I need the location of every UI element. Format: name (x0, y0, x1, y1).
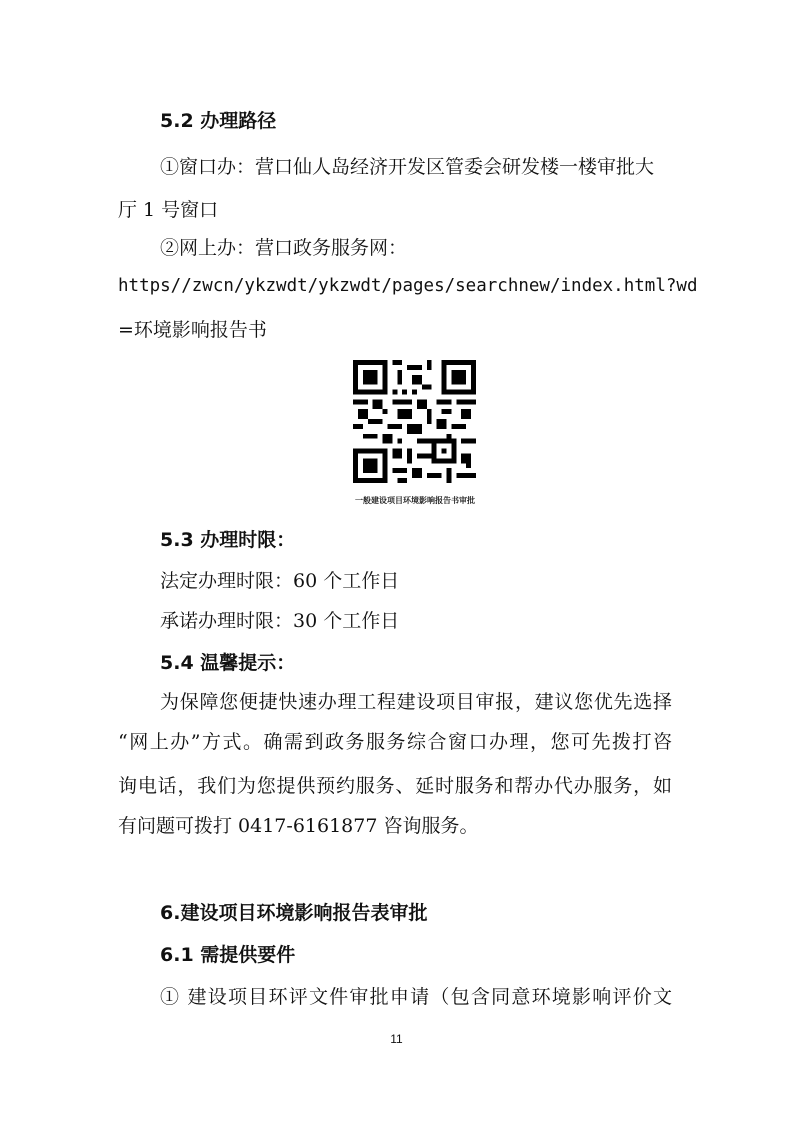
window-address-line2: 厅 1 号窗口 (118, 199, 219, 221)
qr-caption: 一般建设项目环境影响报告书审批 (355, 496, 475, 505)
section-6-1-heading: 6.1 需提供要件 (160, 944, 296, 966)
legal-time-limit: 法定办理时限：60 个工作日 (160, 570, 400, 592)
page-number: 11 (390, 1032, 403, 1046)
section-5-4-heading: 5.4 温馨提示： (160, 652, 296, 674)
promise-time-limit: 承诺办理时限：30 个工作日 (160, 610, 400, 632)
window-address-line1: ①窗口办：营口仙人岛经济开发区管委会研发楼一楼审批大 (160, 156, 655, 178)
url-line2: =环境影响报告书 (118, 319, 267, 341)
requirement-item-1: ① 建设项目环评文件审批申请（包含同意环境影响评价文 (160, 986, 672, 1008)
tip-line4: 有问题可拨打 0417-6161877 咨询服务。 (118, 815, 479, 837)
tip-line1: 为保障您便捷快速办理工程建设项目审报，建议您优先选择 (160, 691, 672, 713)
section-5-2-heading: 5.2 办理路径 (160, 110, 277, 132)
online-service-line: ②网上办：营口政务服务网： (160, 237, 408, 259)
section-6-heading: 6.建设项目环境影响报告表审批 (160, 902, 428, 924)
tip-line2: “网上办”方式。确需到政务服务综合窗口办理，您可先拨打咨 (118, 731, 672, 753)
url-line1[interactable]: https//zwcn/ykzwdt/ykzwdt/pages/searchnew/index.html?wd (118, 276, 698, 296)
qr-code[interactable] (353, 360, 476, 483)
tip-line3: 询电话，我们为您提供预约服务、延时服务和帮办代办服务，如 (118, 775, 672, 797)
section-5-3-heading: 5.3 办理时限： (160, 529, 296, 551)
